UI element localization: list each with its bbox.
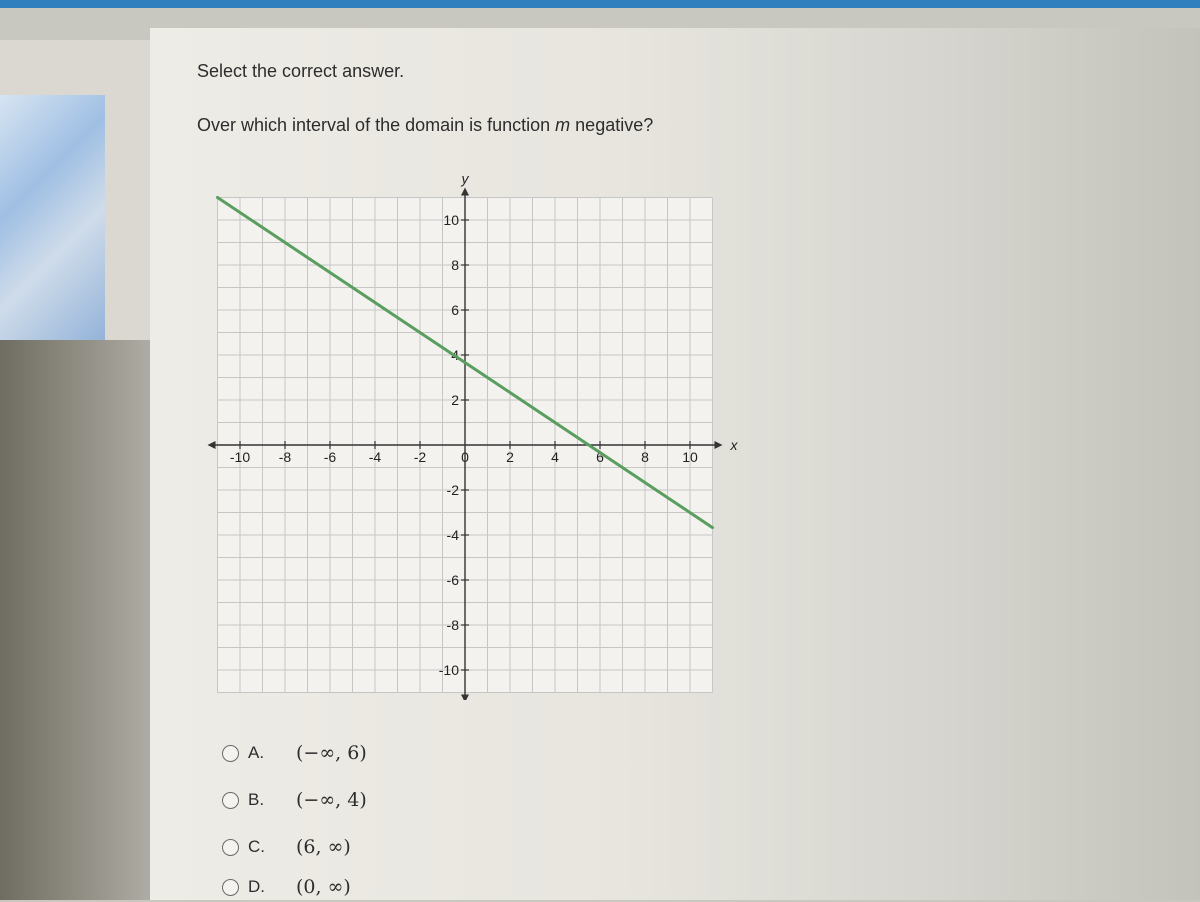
option-a-value: (−∞, 6) <box>296 742 367 764</box>
x-tick-label: 4 <box>551 449 559 465</box>
option-d-value: (0, ∞) <box>296 876 351 898</box>
y-tick-label: -6 <box>446 572 459 588</box>
question-text <box>197 115 653 136</box>
x-axis-arrow-right <box>715 441 723 449</box>
option-c-radio[interactable] <box>222 839 239 856</box>
y-tick-label: 10 <box>443 212 459 228</box>
y-tick-label: 8 <box>451 257 459 273</box>
y-tick-label: -4 <box>446 527 459 543</box>
background-window <box>0 95 105 350</box>
option-b[interactable] <box>222 785 367 815</box>
x-axis-label: x <box>730 437 738 453</box>
x-tick-label: -4 <box>368 449 382 465</box>
x-tick-label: 6 <box>596 449 604 465</box>
y-axis-label: y <box>461 170 469 187</box>
y-tick-label: -2 <box>446 482 459 498</box>
option-c[interactable] <box>222 832 351 862</box>
x-tick-label: 2 <box>506 449 514 465</box>
y-tick-label: -10 <box>438 662 459 678</box>
y-axis-arrow-down <box>461 695 469 701</box>
top-bar <box>0 0 1200 8</box>
option-a[interactable] <box>222 738 367 768</box>
x-tick-label: -6 <box>323 449 337 465</box>
option-c-value: (6, ∞) <box>296 836 351 858</box>
option-b-letter: B. <box>248 790 265 809</box>
x-tick-label: -10 <box>229 449 251 465</box>
y-tick-label: 2 <box>451 392 459 408</box>
option-d-radio[interactable] <box>222 879 239 896</box>
background-shadow <box>0 340 160 900</box>
x-tick-label: 0 <box>461 449 469 465</box>
option-c-letter: C. <box>248 837 265 856</box>
question-suffix: negative? <box>570 115 654 135</box>
x-tick-label: -2 <box>413 449 427 465</box>
option-d-letter: D. <box>248 877 265 896</box>
option-d[interactable] <box>222 872 351 902</box>
x-tick-label: 10 <box>682 449 698 465</box>
x-tick-label: 8 <box>641 449 649 465</box>
question-variable: m <box>555 115 571 135</box>
option-a-letter: A. <box>248 743 265 762</box>
y-tick-label: 6 <box>451 302 459 318</box>
instruction-text: Select the correct answer. <box>197 61 405 81</box>
option-b-radio[interactable] <box>222 792 239 809</box>
y-tick-label: 4 <box>451 347 459 363</box>
option-a-radio[interactable] <box>222 745 239 762</box>
y-tick-label: -8 <box>446 617 459 633</box>
function-graph <box>200 170 740 700</box>
x-axis-arrow-left <box>208 441 216 449</box>
question-prefix: Over which interval of the domain is function <box>197 115 556 135</box>
x-tick-label: -8 <box>278 449 292 465</box>
y-axis-arrow-up <box>461 188 469 196</box>
option-b-value: (−∞, 4) <box>296 789 367 811</box>
